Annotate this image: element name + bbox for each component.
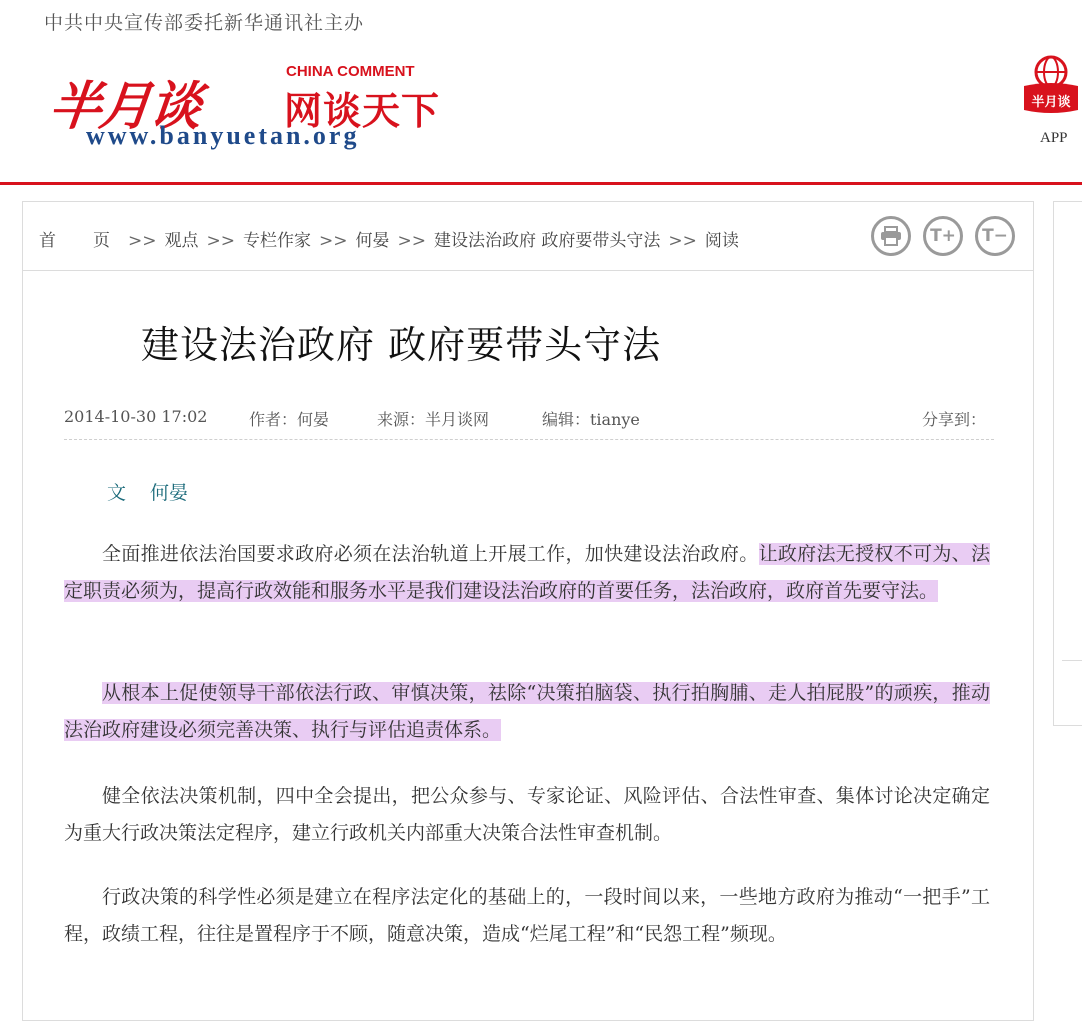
- header-divider: [0, 182, 1082, 185]
- breadcrumb-separator: >>: [668, 231, 697, 251]
- article-author: 作者：何晏: [249, 410, 330, 429]
- site-logo[interactable]: [46, 60, 470, 160]
- article-paragraph: [64, 536, 990, 610]
- print-button[interactable]: [871, 216, 911, 256]
- article-editor: 编辑：tianye: [542, 410, 640, 429]
- paragraph-text: 健全依法决策机制，四中全会提出，把公众参与、专家论证、风险评估、合法性审查、集体讨论决定确定为重大行政决策法定程序，建立行政机关内部重大决策合法性审查机制。: [64, 785, 990, 844]
- breadcrumb-read[interactable]: 阅读: [704, 231, 739, 251]
- breadcrumb-author[interactable]: 何晏: [355, 231, 390, 251]
- breadcrumb-columnists[interactable]: 专栏作家: [243, 231, 311, 251]
- paragraph-text: 全面推进依法治国要求政府必须在法治轨道上开展工作，加快建设法治政府。: [102, 543, 759, 565]
- app-download[interactable]: [1020, 50, 1082, 150]
- printer-icon: [880, 226, 902, 246]
- article-paragraph: [64, 778, 990, 852]
- article-paragraph: [64, 879, 990, 953]
- paragraph-text: 行政决策的科学性必须是建立在程序法定化的基础上的，一段时间以来，一些地方政府为推动“一把手”工程，政绩工程，往往是置程序于不顾，随意决策，造成“烂尾工程”和“民怨工程”频现。: [64, 886, 990, 945]
- sidebar-divider: [1062, 660, 1082, 661]
- article-byline: [107, 478, 188, 505]
- font-smaller-button[interactable]: T−: [975, 216, 1015, 256]
- breadcrumb-separator: >>: [128, 231, 157, 251]
- byline-prefix: 文: [107, 482, 127, 504]
- article-meta: [64, 407, 994, 440]
- logo-name-en: CHINA COMMENT: [286, 63, 415, 80]
- font-larger-button[interactable]: T+: [923, 216, 963, 256]
- app-badge-icon: [1022, 50, 1080, 114]
- article-datetime: 2014-10-30 17:02: [64, 407, 208, 426]
- breadcrumb-home[interactable]: 首 页: [39, 231, 120, 251]
- breadcrumb-separator: >>: [397, 231, 426, 251]
- article-source: 来源：半月谈网: [377, 410, 490, 429]
- sponsor-line: 中共中央宣传部委托新华通讯社主办: [44, 12, 365, 34]
- logo-name-cn: 半月谈: [46, 77, 203, 137]
- breadcrumb-article[interactable]: 建设法治政府 政府要带头守法: [434, 231, 661, 251]
- paragraph-highlight: 让政府法无授权不可为、法定职责必须为，提高行政效能和服务水平是我们建设法治政府的首要任务，法治政府，政府首先要守法。: [64, 543, 990, 602]
- breadcrumb-separator: >>: [319, 231, 348, 251]
- breadcrumb-separator: >>: [206, 231, 235, 251]
- logo-tagline: 网谈天下: [284, 88, 441, 133]
- article-title: 建设法治政府 政府要带头守法: [141, 323, 662, 367]
- right-sidebar: [1053, 201, 1082, 726]
- article-paragraph: [64, 675, 990, 749]
- app-badge-text: 半月谈: [1031, 95, 1071, 110]
- article-panel: [22, 201, 1034, 1021]
- breadcrumb-opinion[interactable]: 观点: [164, 231, 199, 251]
- share-link[interactable]: 分享到：: [921, 410, 986, 429]
- breadcrumb: [39, 226, 739, 251]
- logo-url: www.banyuetan.org: [86, 121, 360, 150]
- paragraph-highlight: 从根本上促使领导干部依法行政、审慎决策，祛除“决策拍脑袋、执行拍胸脯、走人拍屁股”的顽疾，推动法治政府建设必须完善决策、执行与评估追责体系。: [64, 682, 990, 741]
- app-label: APP: [1040, 130, 1068, 146]
- article-panel-header: [23, 202, 1033, 271]
- byline-name: 何晏: [150, 482, 189, 504]
